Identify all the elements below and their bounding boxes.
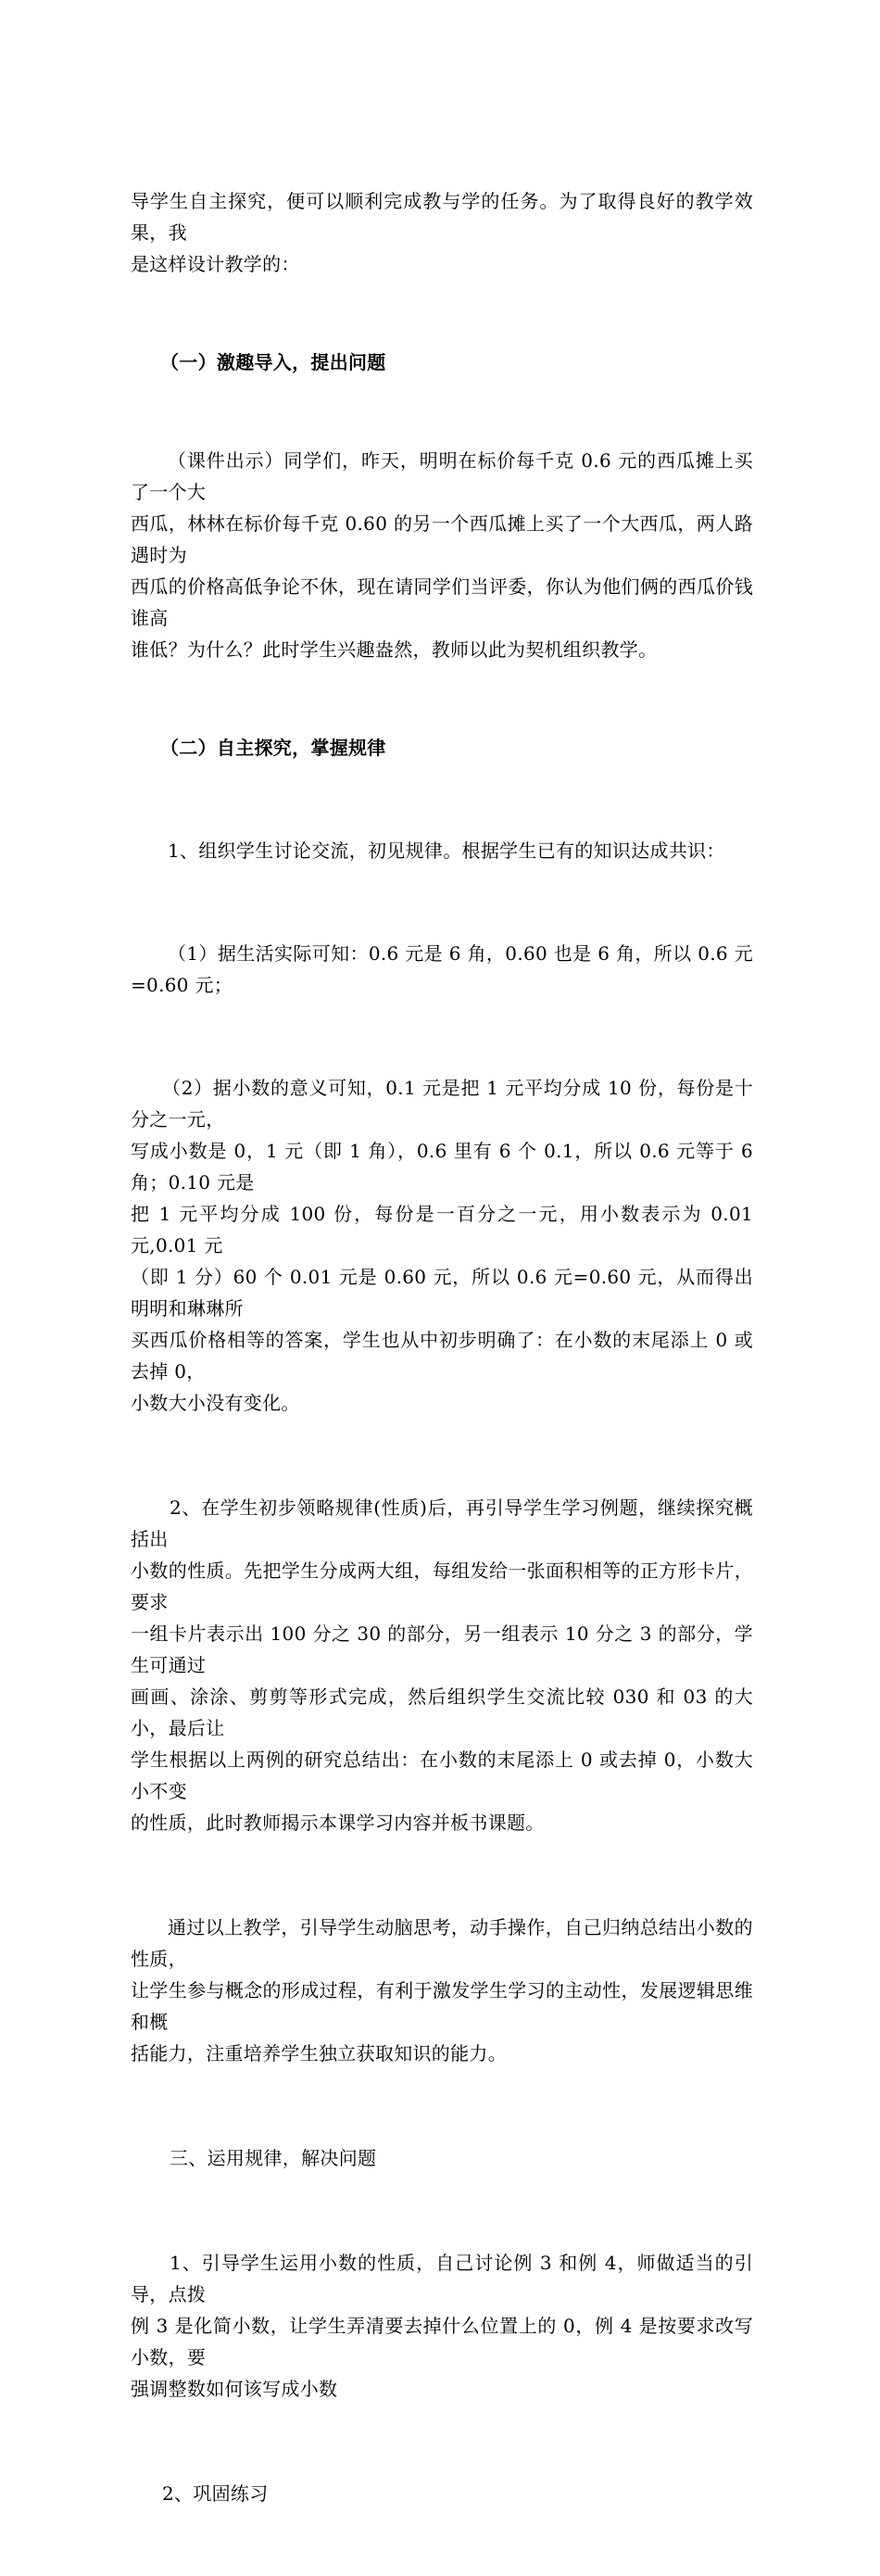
paragraph-item-1	[131, 938, 753, 1001]
text-line: （2）据小数的意义可知，0.1 元是把 1 元平均分成 10 份，每份是十分之一元，	[131, 1077, 753, 1130]
paragraph-step-2	[131, 1492, 753, 1838]
text-line: 强调整数如何该写成小数	[131, 2378, 338, 2400]
text-line: 西瓜的价格高低争论不休，现在请同学们当评委，你认为他们俩的西瓜价钱谁高	[131, 575, 753, 629]
text-line: （1）据生活实际可知：0.6 元是 6 角，0.60 也是 6 角，所以 0.6 元=0.60 元；	[131, 942, 753, 996]
text-line: 一组卡片表示出 100 分之 30 的部分，另一组表示 10 分之 3 的部分，学生可通过	[131, 1623, 753, 1676]
text-line: 小数大小没有变化。	[131, 1392, 300, 1414]
text-line: 是这样设计教学的：	[131, 253, 300, 275]
heading-text: （一）激趣导入，提出问题	[160, 351, 386, 373]
text-line: 画画、涂涂、剪剪等形式完成，然后组织学生交流比较 030 和 03 的大小，最后让	[131, 1686, 753, 1739]
paragraph-step-1	[131, 835, 753, 866]
text-line: 2、巩固练习	[162, 2482, 269, 2505]
paragraph-item-2	[131, 1072, 760, 1419]
text-line: 导学生自主探究，便可以顺利完成教与学的任务。为了取得良好的教学效果，我	[131, 190, 753, 244]
text-line: （即 1 分）60 个 0.01 元是 0.60 元，所以 0.6 元=0.60 元，从而得出明明和琳琳所	[131, 1266, 753, 1320]
section-heading-2	[131, 732, 753, 764]
paragraph-intro	[131, 185, 753, 280]
text-line: 例 3 是化简小数，让学生弄清要去掉什么位置上的 0，例 4 是按要求改写小数，要	[131, 2315, 753, 2368]
text-line: 买西瓜价格相等的答案，学生也从中初步明确了：在小数的末尾添上 0 或去掉 0，	[131, 1329, 753, 1383]
text-line: 1、组织学生讨论交流，初见规律。根据学生已有的知识达成共识：	[168, 840, 725, 862]
text-line: 三、运用规律，解决问题	[170, 2147, 377, 2169]
text-line: 小数的性质。先把学生分成两大组，每组发给一张面积相等的正方形卡片，要求	[131, 1559, 753, 1613]
text-line: 西瓜，林林在标价每千克 0.60 的另一个西瓜摊上买了一个大西瓜，两人路遇时为	[131, 512, 753, 566]
paragraph-apply-step-2	[131, 2478, 753, 2509]
text-line: 把 1 元平均分成 100 份，每份是一百分之一元，用小数表示为 0.01 元,0.01 元	[131, 1203, 760, 1256]
paragraph-apply-step-1	[131, 2247, 753, 2405]
heading-text: （二）自主探究，掌握规律	[160, 737, 386, 759]
text-line: （课件出示）同学们，昨天，明明在标价每千克 0.6 元的西瓜摊上买了一个大	[131, 449, 753, 503]
text-line: 谁低？为什么？此时学生兴趣盎然，教师以此为契机组织教学。	[131, 638, 658, 661]
section-heading-1	[131, 347, 753, 378]
paragraph-scenario	[131, 445, 753, 665]
text-line: 让学生参与概念的形成过程，有利于激发学生学习的主动性，发展逻辑思维和概	[131, 1979, 753, 2033]
text-line: 的性质，此时教师揭示本课学习内容并板书课题。	[131, 1812, 545, 1834]
section-heading-3	[131, 2142, 753, 2174]
text-line: 写成小数是 0，1 元（即 1 角），0.6 里有 6 个 0.1，所以 0.6 元等于 6 角；0.10 元是	[131, 1140, 760, 1193]
document-body	[131, 119, 760, 2576]
text-line: 2、在学生初步领略规律(性质)后，再引导学生学习例题，继续探究概括出	[131, 1496, 753, 1550]
text-line: 通过以上教学，引导学生动脑思考，动手操作，自己归纳总结出小数的性质，	[131, 1916, 753, 1970]
text-line: 1、引导学生运用小数的性质，自己讨论例 3 和例 4，师做适当的引导，点拨	[131, 2252, 753, 2305]
paragraph-summary	[131, 1912, 753, 2069]
text-line: 括能力，注重培养学生独立获取知识的能力。	[131, 2042, 507, 2065]
text-line: 学生根据以上两例的研究总结出：在小数的末尾添上 0 或去掉 0，小数大小不变	[131, 1749, 753, 1802]
